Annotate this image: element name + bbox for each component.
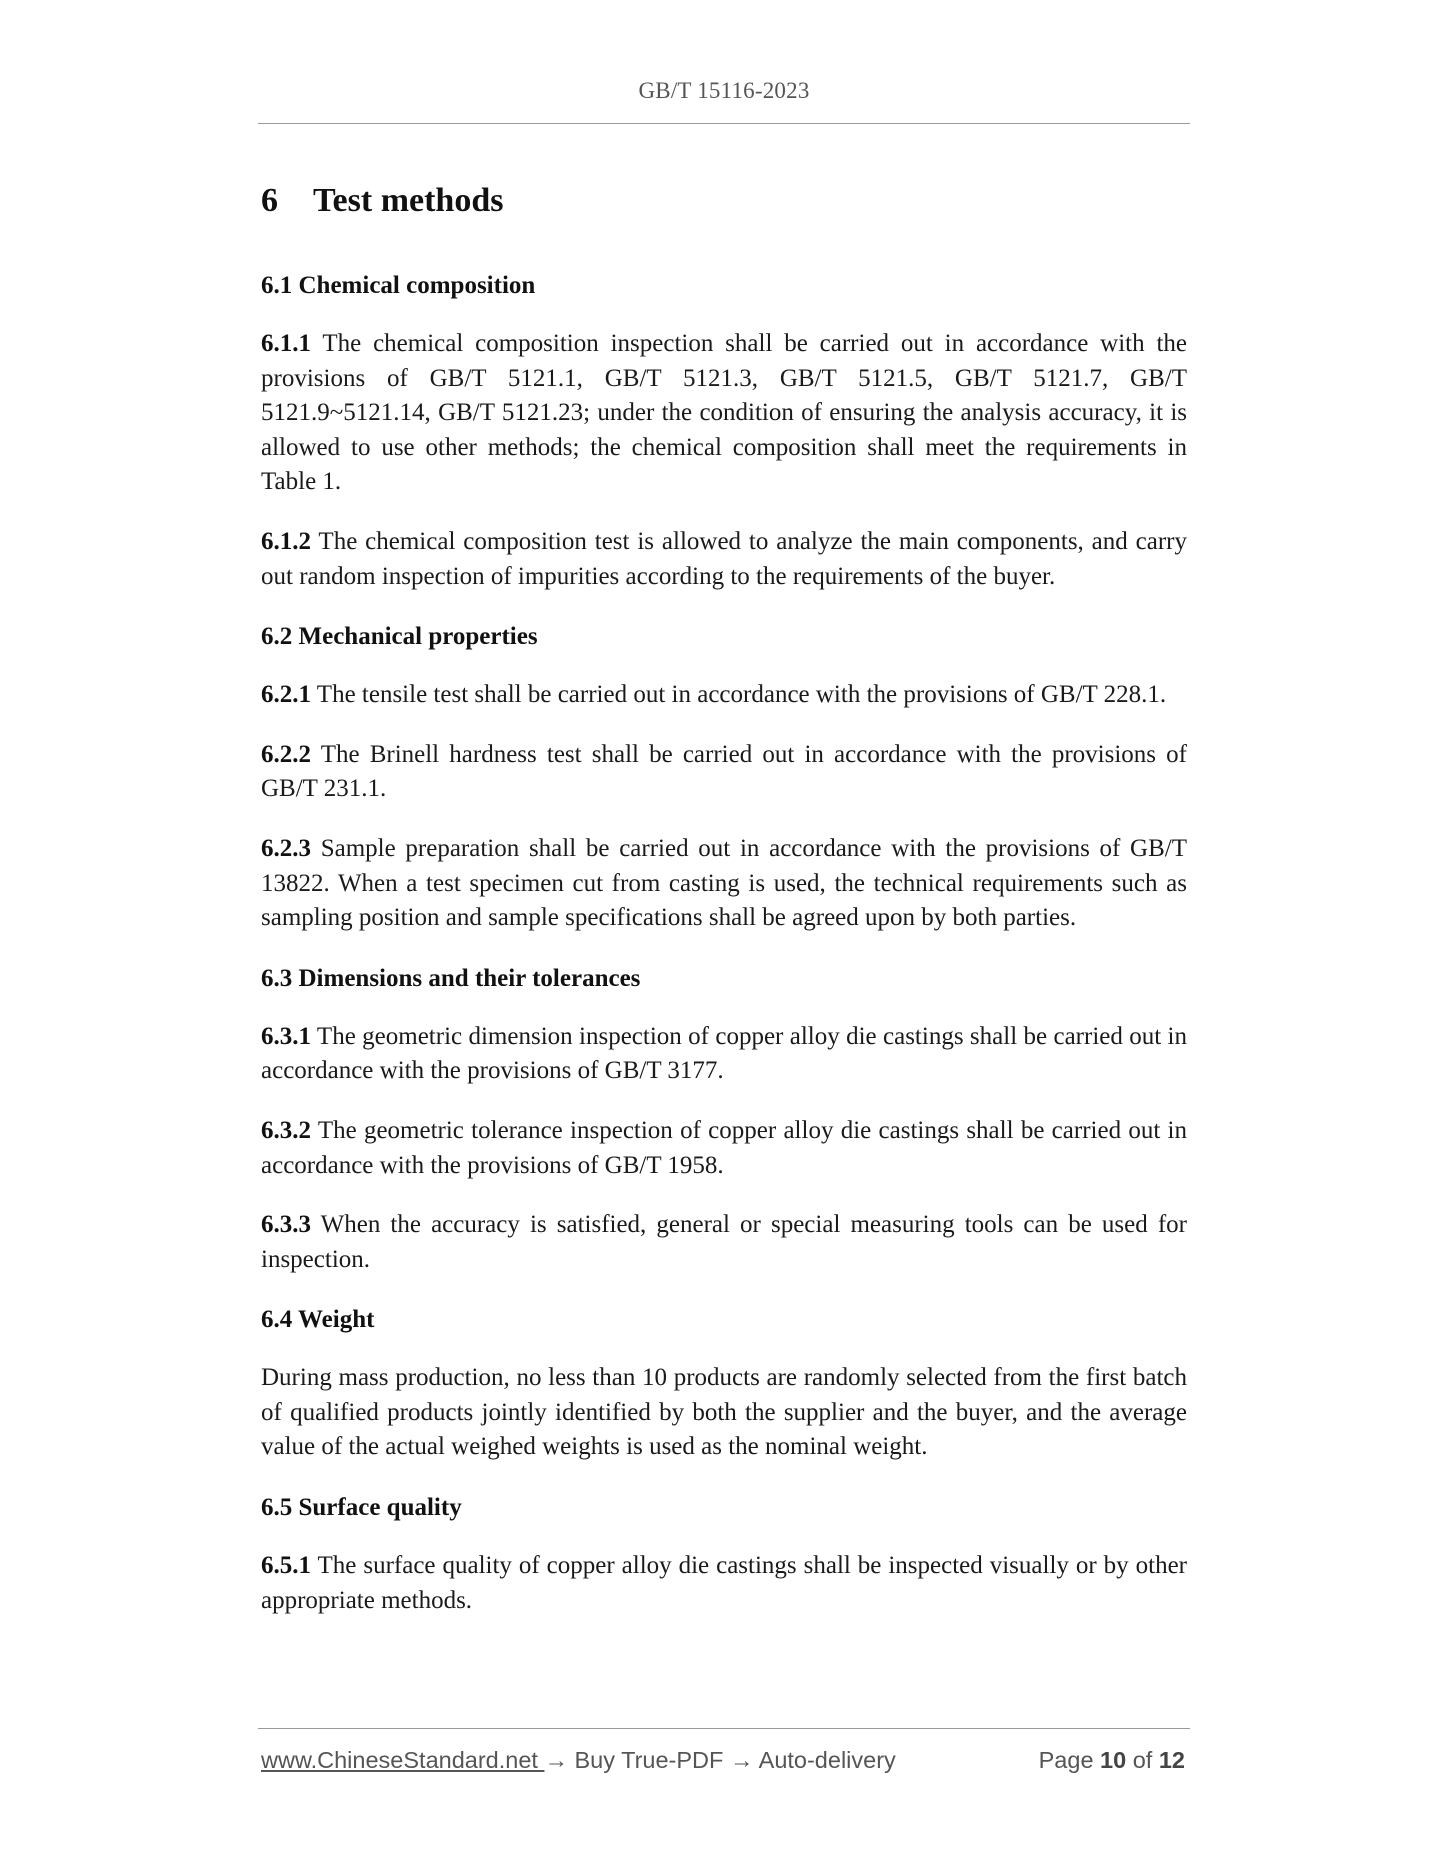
subsection-heading-6-3: 6.3 Dimensions and their tolerances: [261, 964, 641, 992]
page-current: 10: [1100, 1747, 1127, 1773]
clause-number: 6.1.2: [261, 527, 311, 555]
page-label: Page: [1038, 1747, 1101, 1773]
page-of-label: of: [1126, 1747, 1159, 1773]
clause-number: 6.3.1: [261, 1022, 311, 1050]
clause-number: 6.2.3: [261, 834, 311, 862]
clause-number: 6.2.2: [261, 740, 311, 768]
clause-text: The chemical composition inspection shall be carried out in accordance with the provisions of GB/T 5121.1, GB/T 5121.3, GB/T 5121.5, GB/T 5121.7, GB/T 5121.9~5121.14, GB/T 5121.23; under the condition of ensuring the analysis accuracy, it is allowed to use other methods; the chemical composition shall meet the requirements in Table 1.: [261, 330, 1187, 496]
section-heading: [261, 178, 1187, 224]
arrow-right-icon: →: [544, 1747, 568, 1773]
arrow-right-icon: →: [729, 1747, 754, 1773]
clause-text: The chemical composition test is allowed to analyze the main components, and carry out random inspection of impurities according to the requirements of the buyer.: [261, 527, 1187, 590]
clause-6-1-2: [261, 525, 1187, 594]
footer-divider: [258, 1728, 1190, 1729]
section-number: 6: [261, 182, 278, 219]
clause-text: Sample preparation shall be carried out in accordance with the provisions of GB/T 13822. When a test specimen cut from casting is used, the technical requirements such as sampling position and sample specifications shall be agreed upon by both parties.: [261, 834, 1187, 932]
site-link[interactable]: www.ChineseStandard.net: [261, 1747, 545, 1773]
page-total: 12: [1158, 1747, 1185, 1773]
page-content: [261, 178, 1187, 1643]
subsection-heading-6-4: 6.4 Weight: [261, 1306, 375, 1334]
page-header: [258, 78, 1190, 104]
clause-text: The geometric tolerance inspection of copper alloy die castings shall be carried out in accordance with the provisions of GB/T 1958.: [261, 1116, 1187, 1179]
clause-number: 6.1.1: [261, 330, 311, 357]
auto-delivery-text: Auto-delivery: [753, 1747, 896, 1773]
clause-6-5-1: [261, 1549, 1187, 1618]
clause-number: 6.3.2: [261, 1116, 311, 1144]
section-title: Test methods: [313, 182, 504, 219]
subsection-heading-6-2: 6.2 Mechanical properties: [261, 623, 538, 651]
clause-text: The surface quality of copper alloy die castings shall be inspected visually or by other appropriate methods.: [261, 1552, 1187, 1614]
clause-6-1-1: [261, 327, 1187, 500]
page-indicator: [1039, 1744, 1185, 1776]
clause-text: The tensile test shall be carried out in accordance with the provisions of GB/T 228.1.: [311, 681, 1167, 709]
clause-6-2-2: [261, 738, 1187, 807]
clause-6-3-1: [261, 1020, 1187, 1089]
clause-6-2-3: [261, 832, 1187, 936]
clause-text: The geometric dimension inspection of copper alloy die castings shall be carried out in accordance with the provisions of GB/T 3177.: [261, 1022, 1187, 1085]
header-doc-code: GB/T 15116-2023: [638, 78, 810, 103]
clause-number: 6.2.1: [261, 681, 311, 709]
clause-number: 6.3.3: [261, 1211, 311, 1239]
document-page: [258, 0, 1190, 1870]
clause-text: The Brinell hardness test shall be carried out in accordance with the provisions of GB/T 231.1.: [261, 740, 1187, 803]
clause-6-3-3: [261, 1208, 1187, 1277]
buy-true-pdf-text: Buy True-PDF: [567, 1747, 730, 1773]
subsection-heading-6-5: 6.5 Surface quality: [261, 1494, 462, 1522]
clause-6-2-1: [261, 678, 1187, 713]
clause-6-3-2: [261, 1114, 1187, 1183]
clause-6-4: During mass production, no less than 10 products are randomly selected from the first batch of qualified products jointly identified by both the supplier and the buyer, and the average value of the actual weighed weights is used as the nominal weight.: [261, 1364, 1187, 1461]
footer-promo: [261, 1744, 896, 1776]
header-divider: [258, 123, 1190, 124]
subsection-heading-6-1: 6.1 Chemical composition: [261, 272, 536, 299]
clause-text: When the accuracy is satisfied, general or special measuring tools can be used for inspection.: [261, 1211, 1187, 1273]
clause-number: 6.5.1: [261, 1552, 311, 1580]
